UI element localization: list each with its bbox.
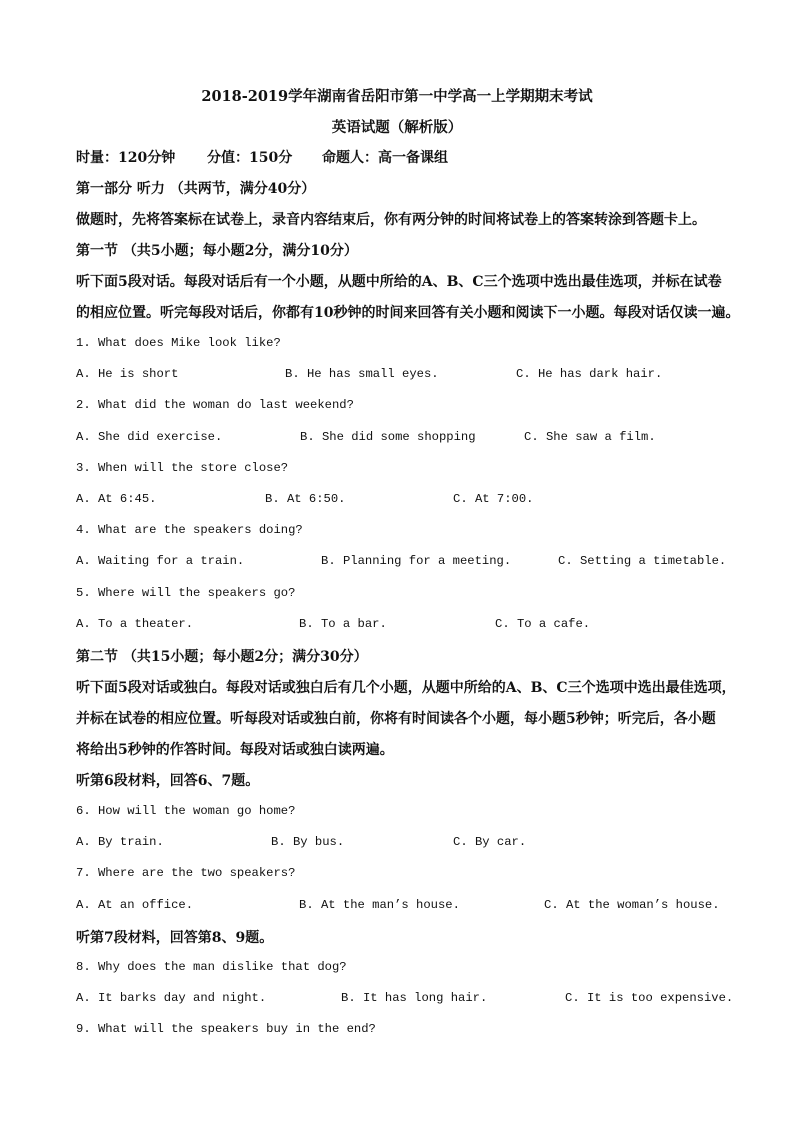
section1-heading: 第一节 （共5小题；每小题2分，满分10分）	[76, 243, 358, 259]
question-1: 1. What does Mike look like?	[76, 336, 281, 350]
option-6a: A. By train.	[76, 835, 164, 849]
option-1c: C. He has dark hair.	[516, 367, 663, 381]
option-2c: C. She saw a film.	[524, 430, 656, 444]
question-2: 2. What did the woman do last weekend?	[76, 398, 354, 412]
option-4c: C. Setting a timetable.	[558, 554, 727, 568]
exam-author: 命题人：高一备课组	[322, 150, 448, 166]
option-8c: C. It is too expensive.	[565, 991, 734, 1005]
option-3b: B. At 6:50.	[265, 492, 346, 506]
section1-instruction-line1: 听下面5段对话。每段对话后有一个小题，从题中所给的A、B、C三个选项中选出最佳选项，并标在试卷	[76, 274, 722, 290]
option-2a: A. She did exercise.	[76, 430, 223, 444]
option-1b: B. He has small eyes.	[285, 367, 439, 381]
question-5: 5. Where will the speakers go?	[76, 586, 296, 600]
option-8a: A. It barks day and night.	[76, 991, 267, 1005]
option-7a: A. At an office.	[76, 898, 194, 912]
material-6-heading: 听第6段材料，回答6、7题。	[76, 773, 260, 789]
option-6c: C. By car.	[453, 835, 527, 849]
question-8: 8. Why does the man dislike that dog?	[76, 960, 347, 974]
exam-score: 分值：150分	[207, 150, 293, 166]
option-1a: A. He is short	[76, 367, 179, 381]
option-3a: A. At 6:45.	[76, 492, 157, 506]
section2-instruction-line2: 并标在试卷的相应位置。听每段对话或独白前，你将有时间读各个小题，每小题5秒钟；听完后，各小题	[76, 711, 716, 727]
option-7c: C. At the woman’s house.	[544, 898, 720, 912]
question-3: 3. When will the store close?	[76, 461, 289, 475]
exam-time: 时量：120分钟	[76, 150, 176, 166]
question-7: 7. Where are the two speakers?	[76, 866, 296, 880]
section2-instruction-line3: 将给出5秒钟的作答时间。每段对话或独白读两遍。	[76, 742, 394, 758]
question-4: 4. What are the speakers doing?	[76, 523, 303, 537]
option-7b: B. At the man’s house.	[299, 898, 460, 912]
exam-subtitle: 英语试题（解析版）	[331, 119, 463, 136]
part1-note: 做题时，先将答案标在试卷上，录音内容结束后，你有两分钟的时间将试卷上的答案转涂到答题卡上。	[76, 212, 706, 228]
option-2b: B. She did some shopping	[300, 430, 476, 444]
section2-instruction-line1: 听下面5段对话或独白。每段对话或独白后有几个小题，从题中所给的A、B、C三个选项中选出最佳选项，	[76, 680, 736, 696]
option-3c: C. At 7:00.	[453, 492, 534, 506]
option-8b: B. It has long hair.	[341, 991, 488, 1005]
question-6: 6. How will the woman go home?	[76, 804, 296, 818]
option-4a: A. Waiting for a train.	[76, 554, 245, 568]
exam-title: 2018-2019学年湖南省岳阳市第一中学高一上学期期末考试	[201, 88, 593, 105]
question-9: 9. What will the speakers buy in the end?	[76, 1022, 376, 1036]
material-7-heading: 听第7段材料，回答第8、9题。	[76, 930, 274, 946]
option-4b: B. Planning for a meeting.	[321, 554, 512, 568]
option-5c: C. To a cafe.	[495, 617, 591, 631]
section1-instruction-line2: 的相应位置。听完每段对话后，你都有10秒钟的时间来回答有关小题和阅读下一小题。每段对话仅读一遍。	[76, 305, 740, 321]
section2-heading: 第二节 （共15小题；每小题2分；满分30分）	[76, 649, 368, 665]
option-5b: B. To a bar.	[299, 617, 387, 631]
option-5a: A. To a theater.	[76, 617, 194, 631]
option-6b: B. By bus.	[271, 835, 345, 849]
part1-heading: 第一部分 听力 （共两节，满分40分）	[76, 181, 316, 197]
